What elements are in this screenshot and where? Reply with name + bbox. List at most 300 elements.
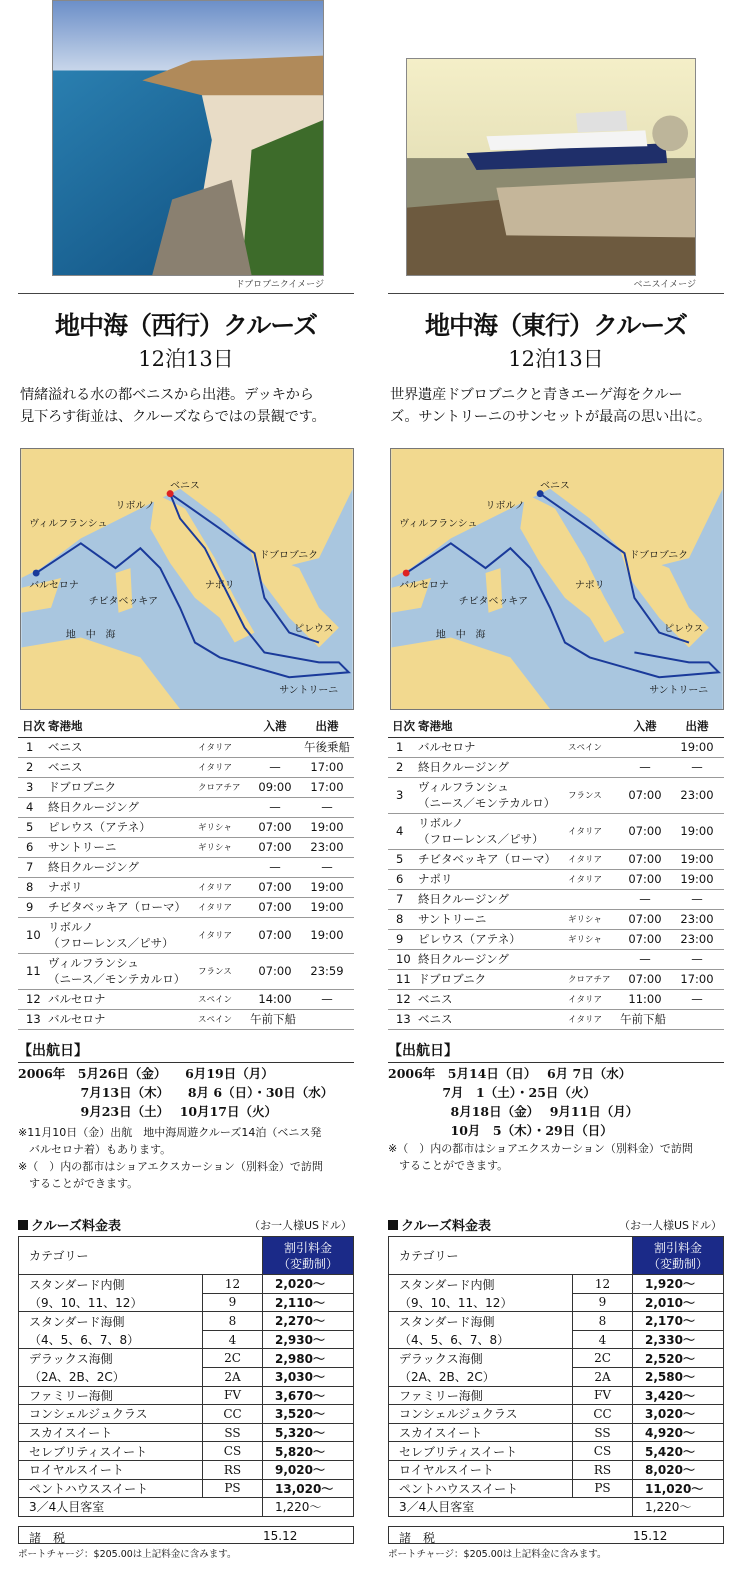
port-name bbox=[48, 917, 198, 953]
port-charge-note: ポートチャージ：$205.00は上記料金に含みます。 bbox=[388, 1549, 607, 1560]
price-category: ペントハウススイート bbox=[19, 1479, 203, 1498]
price-value: 3,420〜 bbox=[633, 1386, 724, 1405]
map-label-venice: ベニス bbox=[170, 480, 200, 492]
arrival-time: — bbox=[250, 857, 300, 877]
price-row bbox=[389, 1442, 724, 1461]
price-category: コンシェルジュクラス bbox=[389, 1405, 573, 1424]
port-main: ベニス bbox=[48, 740, 83, 754]
port-name bbox=[418, 737, 568, 757]
price-category: ロイヤルスイート bbox=[19, 1460, 203, 1479]
country: フランス bbox=[568, 777, 620, 813]
price-value: 5,820〜 bbox=[263, 1442, 354, 1461]
arrival-time: — bbox=[250, 757, 300, 777]
cabin-code: 2C bbox=[573, 1349, 633, 1368]
price-value: 2,270〜 bbox=[263, 1312, 354, 1331]
tax-value: 15.12 bbox=[263, 1529, 298, 1543]
cabin-code: CS bbox=[573, 1442, 633, 1461]
cabin-code: CS bbox=[203, 1442, 263, 1461]
tax-value: 15.12 bbox=[633, 1529, 668, 1543]
note-line: バルセロナ着）もあります。 bbox=[18, 1143, 172, 1156]
country bbox=[198, 797, 250, 817]
price-table bbox=[388, 1236, 724, 1517]
header-departure: 出港 bbox=[670, 716, 724, 737]
cabin-code: 2A bbox=[203, 1367, 263, 1386]
port-main: 終日クルージング bbox=[418, 952, 509, 966]
itinerary-row bbox=[18, 917, 354, 953]
itinerary-row bbox=[388, 777, 724, 813]
departure-time: 午後乗船 bbox=[300, 737, 354, 757]
price-value: 1,920〜 bbox=[633, 1275, 724, 1294]
cruise-description bbox=[390, 384, 730, 428]
day-number: 8 bbox=[18, 877, 48, 897]
port-name bbox=[48, 757, 198, 777]
departure-time: 19:00 bbox=[670, 869, 724, 889]
notes bbox=[18, 1124, 358, 1192]
country: イタリア bbox=[568, 989, 620, 1009]
itinerary-row bbox=[388, 757, 724, 777]
map-label-mediterranean: 地 中 海 bbox=[65, 629, 116, 641]
header-day: 日次 bbox=[18, 716, 48, 737]
price-value: 13,020〜 bbox=[263, 1479, 354, 1498]
map-label-dubrovnik: ドブロブニク bbox=[259, 550, 319, 562]
day-number: 12 bbox=[388, 989, 418, 1009]
price-category: スカイスイート bbox=[19, 1423, 203, 1442]
dubrovnik-photo bbox=[52, 0, 324, 276]
price-category: （9、10、11、12） bbox=[389, 1293, 573, 1312]
port-name bbox=[48, 877, 198, 897]
map-label-venice: ベニス bbox=[540, 480, 570, 492]
price-row bbox=[19, 1460, 354, 1479]
arrival-time bbox=[620, 737, 670, 757]
port-name bbox=[418, 949, 568, 969]
country: スペイン bbox=[568, 737, 620, 757]
day-number: 11 bbox=[388, 969, 418, 989]
price-category: （9、10、11、12） bbox=[19, 1293, 203, 1312]
port-main: ベニス bbox=[418, 992, 453, 1006]
header-port: 寄港地 bbox=[418, 716, 568, 737]
price-row bbox=[389, 1386, 724, 1405]
price-category: （2A、2B、2C） bbox=[19, 1367, 203, 1386]
port-name bbox=[48, 989, 198, 1009]
port-name bbox=[418, 777, 568, 813]
price-row bbox=[19, 1349, 354, 1368]
departure-dates: 2006年 5月26日（金） 6月19日（月） 7月13日（木） 8月 6（日）・30日（水） 9月23日（土） 10月17日（火） bbox=[18, 1066, 334, 1119]
description-line: 情緒溢れる水の都ベニスから出港。デッキから bbox=[20, 387, 314, 403]
cabin-code: SS bbox=[573, 1423, 633, 1442]
day-number: 4 bbox=[18, 797, 48, 817]
day-number: 3 bbox=[18, 777, 48, 797]
itinerary-row bbox=[18, 857, 354, 877]
price-row bbox=[389, 1312, 724, 1331]
cabin-code: RS bbox=[203, 1460, 263, 1479]
departure-dates-heading: 【出航日】 bbox=[18, 1040, 354, 1063]
itinerary-row bbox=[18, 877, 354, 897]
map-label-santorini: サントリーニ bbox=[279, 685, 339, 697]
day-number: 2 bbox=[18, 757, 48, 777]
description-line: ズ。サントリーニのサンセットが最高の思い出に。 bbox=[390, 409, 711, 425]
header-arrival: 入港 bbox=[250, 716, 300, 737]
arrival-time: 07:00 bbox=[620, 777, 670, 813]
cabin-code: 9 bbox=[203, 1293, 263, 1312]
price-row bbox=[389, 1349, 724, 1368]
port-charge-note: ポートチャージ：$205.00は上記料金に含みます。 bbox=[18, 1549, 237, 1560]
header-port: 寄港地 bbox=[48, 716, 198, 737]
itinerary-table bbox=[18, 716, 354, 1030]
arrival-time: 07:00 bbox=[620, 929, 670, 949]
arrival-time: 11:00 bbox=[620, 989, 670, 1009]
price-value: 1,220〜 bbox=[633, 1498, 724, 1517]
departure-time: 17:00 bbox=[300, 757, 354, 777]
day-number: 12 bbox=[18, 989, 48, 1009]
price-row bbox=[389, 1330, 724, 1349]
departure-time: 19:00 bbox=[300, 897, 354, 917]
country: クロアチア bbox=[198, 777, 250, 797]
departure-time: — bbox=[670, 757, 724, 777]
map-label-piraeus: ピレウス bbox=[294, 623, 334, 635]
tax-label: 諸 税 bbox=[399, 1531, 436, 1545]
port-main: 終日クルージング bbox=[48, 800, 139, 814]
arrival-time: 07:00 bbox=[250, 837, 300, 857]
port-main: リボルノ bbox=[418, 816, 464, 830]
country bbox=[198, 857, 250, 877]
cabin-code: 12 bbox=[203, 1275, 263, 1294]
price-value: 2,170〜 bbox=[633, 1312, 724, 1331]
price-table-heading bbox=[18, 1215, 354, 1234]
itinerary-row bbox=[18, 737, 354, 757]
port-main: 終日クルージング bbox=[418, 760, 509, 774]
port-name bbox=[48, 897, 198, 917]
price-row bbox=[19, 1330, 354, 1349]
departure-dates: 2006年 5月14日（日） 6月 7日（水） 7月 1（土）・25日（火） 8月18日（金） 9月11日（月） 10月 5（木）・29日（日） bbox=[388, 1066, 639, 1138]
itinerary-table bbox=[388, 716, 724, 1030]
price-row bbox=[389, 1367, 724, 1386]
departure-time: — bbox=[670, 949, 724, 969]
port-main: 終日クルージング bbox=[48, 860, 139, 874]
country: イタリア bbox=[198, 737, 250, 757]
port-main: リボルノ bbox=[48, 920, 94, 934]
country: イタリア bbox=[198, 917, 250, 953]
price-value: 5,420〜 bbox=[633, 1442, 724, 1461]
port-main: ピレウス（アテネ） bbox=[48, 820, 151, 834]
price-category: （4、5、6、7、8） bbox=[389, 1330, 573, 1349]
departure-time: — bbox=[300, 989, 354, 1009]
itinerary-row bbox=[18, 1009, 354, 1029]
cruise-duration: 12泊13日 bbox=[508, 347, 604, 371]
price-table-title: クルーズ料金表 bbox=[31, 1219, 121, 1234]
price-category: スタンダード内側 bbox=[19, 1275, 203, 1294]
cabin-code: CC bbox=[573, 1405, 633, 1424]
price-category: ペントハウススイート bbox=[389, 1479, 573, 1498]
arrival-time: 07:00 bbox=[620, 849, 670, 869]
price-table-heading bbox=[388, 1215, 724, 1234]
arrival-time: 07:00 bbox=[250, 917, 300, 953]
price-category: スタンダード海側 bbox=[19, 1312, 203, 1331]
price-value: 2,010〜 bbox=[633, 1293, 724, 1312]
map-label-villefranche: ヴィルフランシュ bbox=[399, 518, 478, 530]
price-table bbox=[18, 1236, 354, 1517]
departure-time: — bbox=[670, 989, 724, 1009]
header-arrival: 入港 bbox=[620, 716, 670, 737]
price-value: 8,020〜 bbox=[633, 1460, 724, 1479]
price-row bbox=[19, 1405, 354, 1424]
itinerary-row bbox=[388, 929, 724, 949]
port-name bbox=[48, 737, 198, 757]
departure-time: 17:00 bbox=[300, 777, 354, 797]
price-category-header: カテゴリー bbox=[389, 1237, 633, 1275]
country: ギリシャ bbox=[568, 929, 620, 949]
price-category: コンシェルジュクラス bbox=[19, 1405, 203, 1424]
cabin-code bbox=[203, 1498, 263, 1517]
notes bbox=[388, 1140, 728, 1174]
cabin-code: PS bbox=[203, 1479, 263, 1498]
photo-caption: ドブロブニクイメージ bbox=[235, 280, 324, 290]
port-main: ドブロブニク bbox=[418, 972, 487, 986]
cabin-code: 8 bbox=[573, 1312, 633, 1331]
price-value: 3,030〜 bbox=[263, 1367, 354, 1386]
arrival-time: 07:00 bbox=[250, 953, 300, 989]
port-excursion: （ニース／モンテカルロ） bbox=[48, 972, 186, 986]
cabin-code: 12 bbox=[573, 1275, 633, 1294]
price-category: セレブリティスイート bbox=[389, 1442, 573, 1461]
port-main: ベニス bbox=[418, 1012, 453, 1026]
arrival-time: — bbox=[620, 757, 670, 777]
map-label-mediterranean: 地 中 海 bbox=[435, 629, 486, 641]
arrival-time: — bbox=[250, 797, 300, 817]
price-value: 2,330〜 bbox=[633, 1330, 724, 1349]
cabin-code: 2C bbox=[203, 1349, 263, 1368]
map-label-barcelona: バルセロナ bbox=[29, 579, 79, 591]
port-main: ベニス bbox=[48, 760, 83, 774]
price-category: セレブリティスイート bbox=[19, 1442, 203, 1461]
price-value: 3,520〜 bbox=[263, 1405, 354, 1424]
price-value: 3,020〜 bbox=[633, 1405, 724, 1424]
port-main: ナポリ bbox=[48, 880, 83, 894]
arrival-time: 09:00 bbox=[250, 777, 300, 797]
country: イタリア bbox=[568, 869, 620, 889]
port-main: チビタベッキア（ローマ） bbox=[48, 900, 186, 914]
cabin-code: 4 bbox=[573, 1330, 633, 1349]
price-value-header: 割引料金 （変動制） bbox=[633, 1237, 724, 1275]
divider bbox=[18, 293, 354, 294]
day-number: 3 bbox=[388, 777, 418, 813]
cabin-code: RS bbox=[573, 1460, 633, 1479]
price-value: 2,110〜 bbox=[263, 1293, 354, 1312]
tax-label: 諸 税 bbox=[29, 1531, 66, 1545]
itinerary-row bbox=[388, 737, 724, 757]
tax-row bbox=[18, 1526, 354, 1544]
country: スペイン bbox=[198, 1009, 250, 1029]
price-value: 2,580〜 bbox=[633, 1367, 724, 1386]
header-departure: 出港 bbox=[300, 716, 354, 737]
price-value: 5,320〜 bbox=[263, 1423, 354, 1442]
arrival-time bbox=[250, 737, 300, 757]
cabin-code: 2A bbox=[573, 1367, 633, 1386]
price-table-title: クルーズ料金表 bbox=[401, 1219, 491, 1234]
itinerary-row bbox=[388, 989, 724, 1009]
price-category: デラックス海側 bbox=[389, 1349, 573, 1368]
price-category: （2A、2B、2C） bbox=[389, 1367, 573, 1386]
itinerary-row bbox=[388, 949, 724, 969]
departure-time: 23:00 bbox=[300, 837, 354, 857]
arrival-time: — bbox=[620, 889, 670, 909]
cabin-code: 4 bbox=[203, 1330, 263, 1349]
itinerary-row bbox=[18, 837, 354, 857]
day-number: 5 bbox=[388, 849, 418, 869]
port-main: ヴィルフランシュ bbox=[418, 780, 509, 794]
departure-time: 19:00 bbox=[300, 917, 354, 953]
price-category: スカイスイート bbox=[389, 1423, 573, 1442]
price-category: 3／4人目客室 bbox=[19, 1498, 203, 1517]
arrival-time: 07:00 bbox=[250, 877, 300, 897]
arrival-time: 14:00 bbox=[250, 989, 300, 1009]
price-value: 2,520〜 bbox=[633, 1349, 724, 1368]
itinerary-row bbox=[18, 777, 354, 797]
port-name bbox=[418, 813, 568, 849]
cruise-duration: 12泊13日 bbox=[138, 347, 234, 371]
port-main: ピレウス（アテネ） bbox=[418, 932, 521, 946]
port-main: ドブロブニク bbox=[48, 780, 117, 794]
map-label-piraeus: ピレウス bbox=[664, 623, 704, 635]
arrival-time: 07:00 bbox=[620, 813, 670, 849]
cabin-code: CC bbox=[203, 1405, 263, 1424]
price-category: （4、5、6、7、8） bbox=[19, 1330, 203, 1349]
port-name bbox=[418, 969, 568, 989]
day-number: 6 bbox=[18, 837, 48, 857]
arrival-time: 午前下船 bbox=[620, 1009, 724, 1029]
itinerary-row bbox=[18, 797, 354, 817]
itinerary-row bbox=[388, 969, 724, 989]
price-row bbox=[389, 1498, 724, 1517]
day-number: 13 bbox=[388, 1009, 418, 1029]
price-value: 9,020〜 bbox=[263, 1460, 354, 1479]
map-label-barcelona: バルセロナ bbox=[399, 579, 449, 591]
cabin-code: SS bbox=[203, 1423, 263, 1442]
cruise-title: 地中海（西行）クルーズ bbox=[54, 311, 317, 340]
price-row bbox=[19, 1479, 354, 1498]
price-category: デラックス海側 bbox=[19, 1349, 203, 1368]
photo-caption: ベニスイメージ bbox=[633, 280, 696, 290]
itinerary-row bbox=[388, 889, 724, 909]
price-row bbox=[19, 1293, 354, 1312]
square-bullet-icon bbox=[388, 1220, 398, 1230]
port-name bbox=[418, 909, 568, 929]
cabin-code: FV bbox=[573, 1386, 633, 1405]
note-line: することができます。 bbox=[388, 1159, 509, 1172]
price-category: ロイヤルスイート bbox=[389, 1460, 573, 1479]
itinerary-row bbox=[18, 989, 354, 1009]
price-category: ファミリー海側 bbox=[389, 1386, 573, 1405]
departure-time: — bbox=[300, 797, 354, 817]
day-number: 8 bbox=[388, 909, 418, 929]
departure-time: — bbox=[300, 857, 354, 877]
day-number: 11 bbox=[18, 953, 48, 989]
header-day: 日次 bbox=[388, 716, 418, 737]
country: ギリシャ bbox=[198, 817, 250, 837]
country: クロアチア bbox=[568, 969, 620, 989]
price-row bbox=[389, 1460, 724, 1479]
itinerary-row bbox=[18, 897, 354, 917]
route-map bbox=[390, 448, 724, 710]
price-value: 11,020〜 bbox=[633, 1479, 724, 1498]
price-row bbox=[389, 1423, 724, 1442]
day-number: 1 bbox=[388, 737, 418, 757]
departure-time: 19:00 bbox=[300, 817, 354, 837]
price-category: スタンダード海側 bbox=[389, 1312, 573, 1331]
port-name bbox=[48, 797, 198, 817]
cabin-code: 8 bbox=[203, 1312, 263, 1331]
cabin-code: FV bbox=[203, 1386, 263, 1405]
cabin-code: 9 bbox=[573, 1293, 633, 1312]
day-number: 10 bbox=[388, 949, 418, 969]
day-number: 9 bbox=[388, 929, 418, 949]
departure-time: 19:00 bbox=[670, 737, 724, 757]
price-row bbox=[389, 1275, 724, 1294]
note-line: ※11月10日（金）出航 地中海周遊クルーズ14泊（ベニス発 bbox=[18, 1126, 322, 1139]
itinerary-row bbox=[388, 909, 724, 929]
departure-time: 17:00 bbox=[670, 969, 724, 989]
description-line: 見下ろす街並は、クルーズならではの景観です。 bbox=[20, 409, 326, 425]
departure-time: — bbox=[670, 889, 724, 909]
arrival-time: 午前下船 bbox=[250, 1009, 354, 1029]
country: イタリア bbox=[198, 897, 250, 917]
day-number: 13 bbox=[18, 1009, 48, 1029]
port-name bbox=[418, 1009, 568, 1029]
port-name bbox=[418, 757, 568, 777]
price-value: 2,930〜 bbox=[263, 1330, 354, 1349]
departure-time: 23:00 bbox=[670, 929, 724, 949]
cabin-code bbox=[573, 1498, 633, 1517]
port-name bbox=[48, 837, 198, 857]
arrival-time: 07:00 bbox=[250, 817, 300, 837]
price-category: スタンダード内側 bbox=[389, 1275, 573, 1294]
price-category: ファミリー海側 bbox=[19, 1386, 203, 1405]
map-label-naples: ナポリ bbox=[574, 579, 605, 591]
price-row bbox=[19, 1498, 354, 1517]
country: スペイン bbox=[198, 989, 250, 1009]
price-value: 2,980〜 bbox=[263, 1349, 354, 1368]
port-name bbox=[48, 953, 198, 989]
departure-time: 19:00 bbox=[300, 877, 354, 897]
itinerary-row bbox=[388, 813, 724, 849]
port-excursion: （フローレンス／ピサ） bbox=[418, 832, 544, 846]
country bbox=[568, 949, 620, 969]
cabin-code: PS bbox=[573, 1479, 633, 1498]
price-value: 3,670〜 bbox=[263, 1386, 354, 1405]
port-name bbox=[418, 929, 568, 949]
arrival-time: 07:00 bbox=[620, 909, 670, 929]
note-line: することができます。 bbox=[18, 1177, 139, 1190]
day-number: 10 bbox=[18, 917, 48, 953]
departure-time: 23:59 bbox=[300, 953, 354, 989]
note-line: ※（ ）内の都市はショアエクスカーション（別料金）で訪問 bbox=[18, 1160, 323, 1173]
description-line: 世界遺産ドブロブニクと青きエーゲ海をクルー bbox=[390, 387, 683, 403]
map-label-livorno: リボルノ bbox=[115, 500, 155, 512]
arrival-time: — bbox=[620, 949, 670, 969]
departure-time: 23:00 bbox=[670, 777, 724, 813]
country bbox=[568, 889, 620, 909]
port-name bbox=[48, 777, 198, 797]
price-value: 4,920〜 bbox=[633, 1423, 724, 1442]
country: フランス bbox=[198, 953, 250, 989]
departure-time: 19:00 bbox=[670, 849, 724, 869]
day-number: 4 bbox=[388, 813, 418, 849]
square-bullet-icon bbox=[18, 1220, 28, 1230]
itinerary-row bbox=[18, 757, 354, 777]
tax-row bbox=[388, 1526, 724, 1544]
departure-time: 23:00 bbox=[670, 909, 724, 929]
map-label-dubrovnik: ドブロブニク bbox=[629, 550, 689, 562]
departure-time: 19:00 bbox=[670, 813, 724, 849]
